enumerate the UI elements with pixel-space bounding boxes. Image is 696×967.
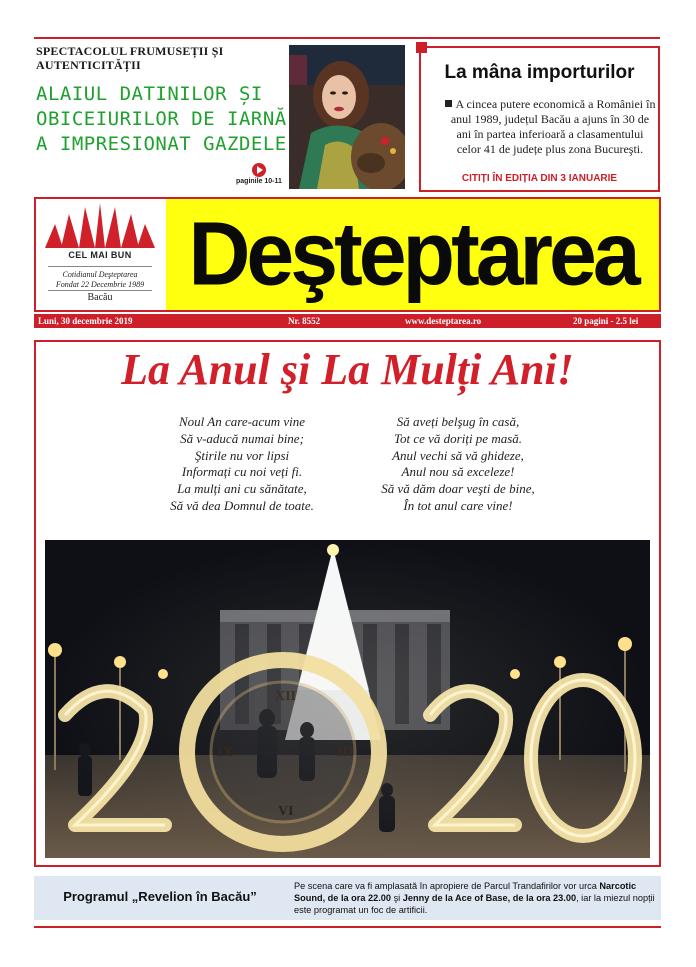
page-reference-label: paginile 10-11 [236, 178, 282, 185]
promo-text-part: şi [391, 893, 403, 903]
svg-text:VI: VI [278, 804, 294, 819]
logo-city: Bacău [87, 292, 113, 303]
promo-text [294, 880, 656, 916]
poem-line: Anul vechi să vă ghideze, [392, 447, 524, 463]
promo-text-part: , iar la miezul nopții este programat un foc de artificii. [294, 893, 655, 915]
issue-number: Nr. 8552 [288, 316, 321, 326]
poem-line: Să aveți belşug în casă, [396, 414, 520, 429]
bullet-square-icon [445, 100, 452, 107]
play-icon [252, 163, 266, 177]
side-story-cta[interactable]: CITIȚI ÎN EDIȚIA DIN 3 IANUARIE [461, 173, 618, 184]
teaser-photo-illustration [289, 45, 405, 189]
issue-date: Luni, 30 decembrie 2019 [38, 316, 133, 326]
side-story-body [444, 97, 656, 157]
website-link[interactable]: www.desteptarea.ro [405, 316, 482, 326]
christmas-square-illustration [45, 540, 650, 858]
poem-line: Informați cu noi veți fi. [181, 464, 303, 480]
svg-text:IX: IX [217, 745, 233, 760]
teaser-photo[interactable] [289, 45, 405, 189]
feature-photo[interactable] [45, 540, 650, 858]
side-story-title[interactable]: La mâna importurilor [444, 62, 635, 83]
top-rule [34, 37, 660, 39]
logo-subtitle-1: Cotidianul Deşteptarea [62, 270, 138, 279]
poem-left-column [132, 414, 352, 515]
poem-line: În tot anul care vine! [403, 497, 513, 513]
poem-line: Să v-aducă numai bine; [180, 430, 304, 446]
svg-text:III: III [337, 745, 354, 760]
sunburst-logo-icon [39, 202, 161, 250]
side-story-text: A cincea putere economică a României în anul 1989, județul Bacău a ajuns în 30 de ani în partea inferioară a clasamentului celor 41 de județe plus zona Bucureşti. [450, 97, 656, 156]
pages-price: 20 pagini - 2.5 lei [573, 316, 639, 326]
poem-line: Anul nou să exceleze! [401, 464, 515, 480]
page-reference[interactable] [236, 163, 282, 185]
poem-right-column [348, 414, 568, 515]
logo-subtitle-2: Fondat 22 Decembrie 1989 [55, 280, 145, 289]
side-box-corner-square [416, 42, 427, 53]
poem-line: Ştirile nu vor lipsi [194, 447, 290, 463]
poem-line: Să vă dăm doar veşti de bine, [381, 481, 535, 497]
bottom-rule [34, 926, 661, 928]
teaser-headline[interactable]: ALAIUL DATINILOR ȘI OBICEIURILOR DE IARNĂ A IMPRESIONAT GAZDELE [36, 83, 287, 155]
promo-band-2: Jenny de la Ace of Base, de la ora 23.00 [402, 893, 577, 903]
newspaper-title[interactable]: Deşteptarea [188, 203, 637, 305]
poem-line: Noul An care-acum vine [179, 414, 305, 429]
promo-band-1: Narcotic Sound, de la ora 22.00 [294, 881, 637, 903]
logo-motto: CEL MAI BUN [68, 250, 132, 260]
poem-line: Tot ce vă doriți pe masă. [393, 430, 523, 446]
poem-line: Să vă dea Domnul de toate. [170, 497, 314, 513]
logo-divider-bottom [48, 290, 152, 291]
poem-line: La mulți ani cu sănătate, [177, 481, 307, 497]
promo-text-part: Pe scena care va fi amplasată în apropiere de Parcul Trandafirilor vor urca [294, 881, 600, 891]
promo-title[interactable]: Programul „Revelion în Bacău” [63, 889, 257, 904]
teaser-kicker: SPECTACOLUL FRUMUSEȚII ȘI AUTENTICITĂȚII [36, 44, 224, 72]
svg-text:XII: XII [275, 689, 297, 704]
logo-divider-top [48, 266, 152, 267]
feature-title[interactable]: La Anul şi La Mulți Ani! [121, 345, 574, 394]
